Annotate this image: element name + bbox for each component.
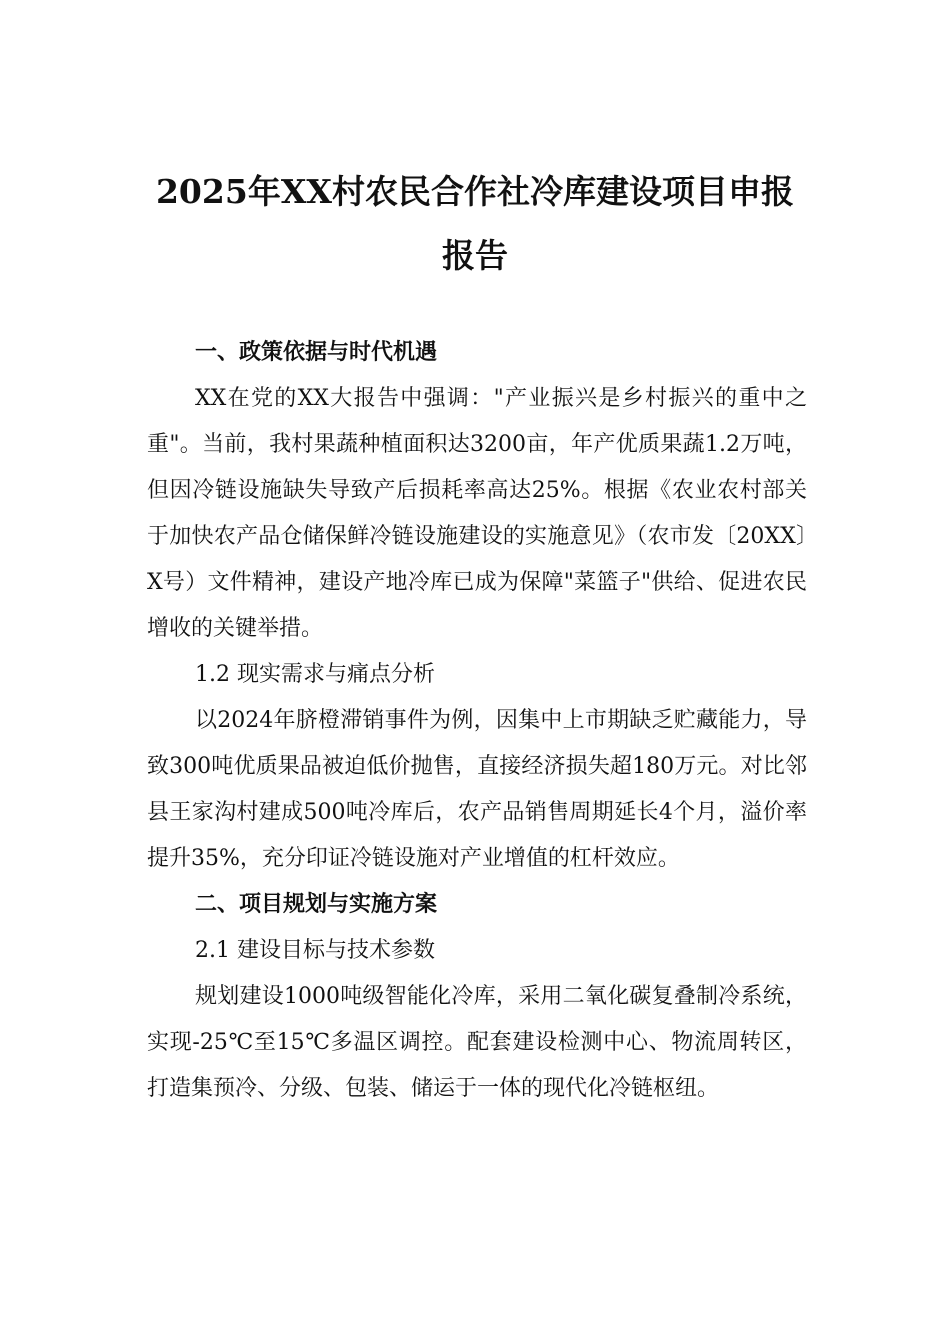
document-body: [147, 330, 807, 1112]
document-title: 2025年XX村农民合作社冷库建设项目申报报告: [155, 172, 795, 275]
section-heading-planning: 二、项目规划与实施方案: [195, 892, 438, 917]
paragraph-policy: XX在党的XX大报告中强调："产业振兴是乡村振兴的重中之重"。当前，我村果蔬种植面积达3200亩，年产优质果蔬1.2万吨，但因冷链设施缺失导致产后损耗率高达25%。根据《农业农村部关于加快农产品仓储保鲜冷链设施建设的实施意见》（农市发〔20XX〕X号）文件精神，建设产地冷库已成为保障"菜篮子"供给、促进农民增收的关键举措。: [147, 386, 807, 641]
section-heading-policy: 一、政策依据与时代机遇: [195, 340, 438, 365]
subheading-demand-analysis: 1.2 现实需求与痛点分析: [195, 662, 435, 687]
subheading-construction-goals: 2.1 建设目标与技术参数: [195, 938, 435, 963]
paragraph-construction-goals: 规划建设1000吨级智能化冷库，采用二氧化碳复叠制冷系统，实现-25℃至15℃多温区调控。配套建设检测中心、物流周转区，打造集预冷、分级、包装、储运于一体的现代化冷链枢纽。: [147, 984, 807, 1101]
paragraph-demand-analysis: 以2024年脐橙滞销事件为例，因集中上市期缺乏贮藏能力，导致300吨优质果品被迫低价抛售，直接经济损失超180万元。对比邻县王家沟村建成500吨冷库后，农产品销售周期延长4个月，溢价率提升35%，充分印证冷链设施对产业增值的杠杆效应。: [147, 708, 808, 871]
